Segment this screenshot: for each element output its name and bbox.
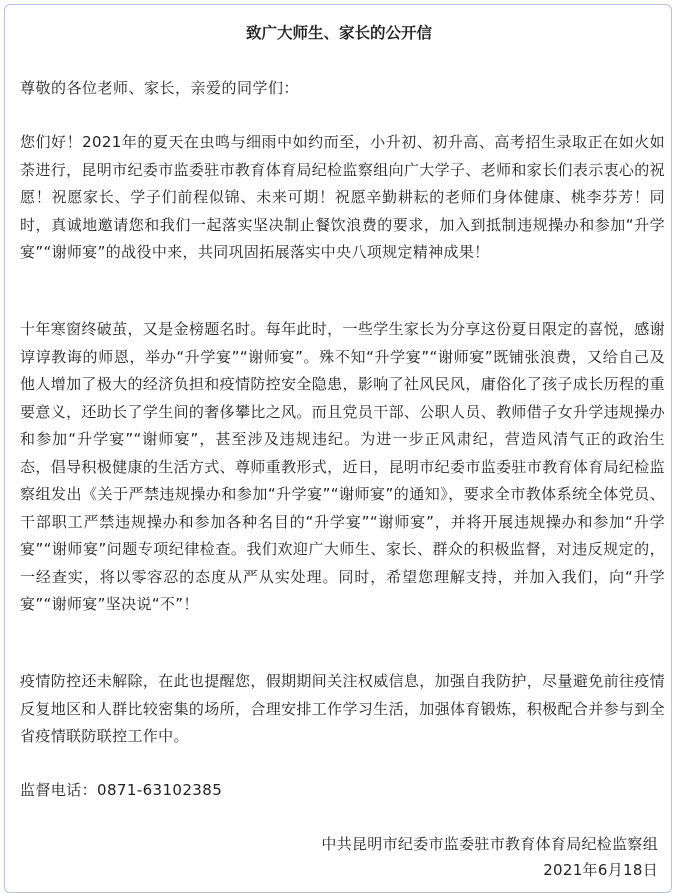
signature-organization: 中共昆明市纪委市监委驻市教育体育局纪检监察组 bbox=[321, 835, 658, 853]
letter-paragraph-3: 疫情防控还未解除，在此也提醒您，假期期间关注权威信息，加强自我防护，尽量避免前往疫情反复地区和人群比较密集的场所，合理安排工作学习生活，加强体育锻炼，积极配合并参与到全省疫情联防联控工作中。 bbox=[20, 672, 665, 745]
letter-paragraph-1: 您们好！2021年的夏天在虫鸣与细雨中如约而至，小升初、初升高、高考招生录取正在如火如荼进行，昆明市纪委市监委驻市教育体育局纪检监察组向广大学子、老师和家长们表示衷心的祝愿！祝愿家长、学子们前程似锦、未来可期！祝愿辛勤耕耘的老师们身体健康、桃李芬芳！同时，真诚地邀请您和我们一起落实坚决制止餐饮浪费的要求，加入到抵制违规操办和参加“升学宴”“谢师宴”的战役中来，共同巩固拓展落实中央八项规定精神成果！ bbox=[20, 133, 665, 261]
signature-date: 2021年6月18日 bbox=[543, 861, 658, 879]
letter-greeting: 尊敬的各位老师、家长，亲爱的同学们： bbox=[20, 79, 300, 97]
letter-paragraph-2: 十年寒窗终破茧，又是金榜题名时。每年此时，一些学生家长为分享这份夏日限定的喜悦，感谢谆谆教诲的师恩，举办“升学宴”“谢师宴”。殊不知“升学宴”“谢师宴”既铺张浪费，又给自己及他人增加了极大的经济负担和疫情防控安全隐患，影响了社风民风，庸俗化了孩子成长历程的重要意义，还助长了学生间的奢侈攀比之风。而且党员干部、公职人员、教师借子女升学违规操办和参加“升学宴”“谢师宴”，甚至涉及违规违纪。为进一步正风肃纪，营造风清气正的政治生态，倡导积极健康的生活方式、尊师重教形式，近日，昆明市纪委市监委驻市教育体育局纪检监察组发出《关于严禁违规操办和参加“升学宴”“谢师宴”的通知》，要求全市教体系统全体党员、干部职工严禁违规操办和参加各种名目的“升学宴”“谢师宴”，并将开展违规操办和参加“升学宴”“谢师宴”问题专项纪律检查。我们欢迎广大师生、家长、群众的积极监督，对违反规定的，一经查实，将以零容忍的态度从严从实处理。同时，希望您理解支持，并加入我们，向“升学宴”“谢师宴”坚决说“不”！ bbox=[20, 320, 665, 613]
supervision-hotline: 监督电话：0871-63102385 bbox=[20, 781, 223, 799]
letter-title: 致广大师生、家长的公开信 bbox=[245, 24, 432, 42]
